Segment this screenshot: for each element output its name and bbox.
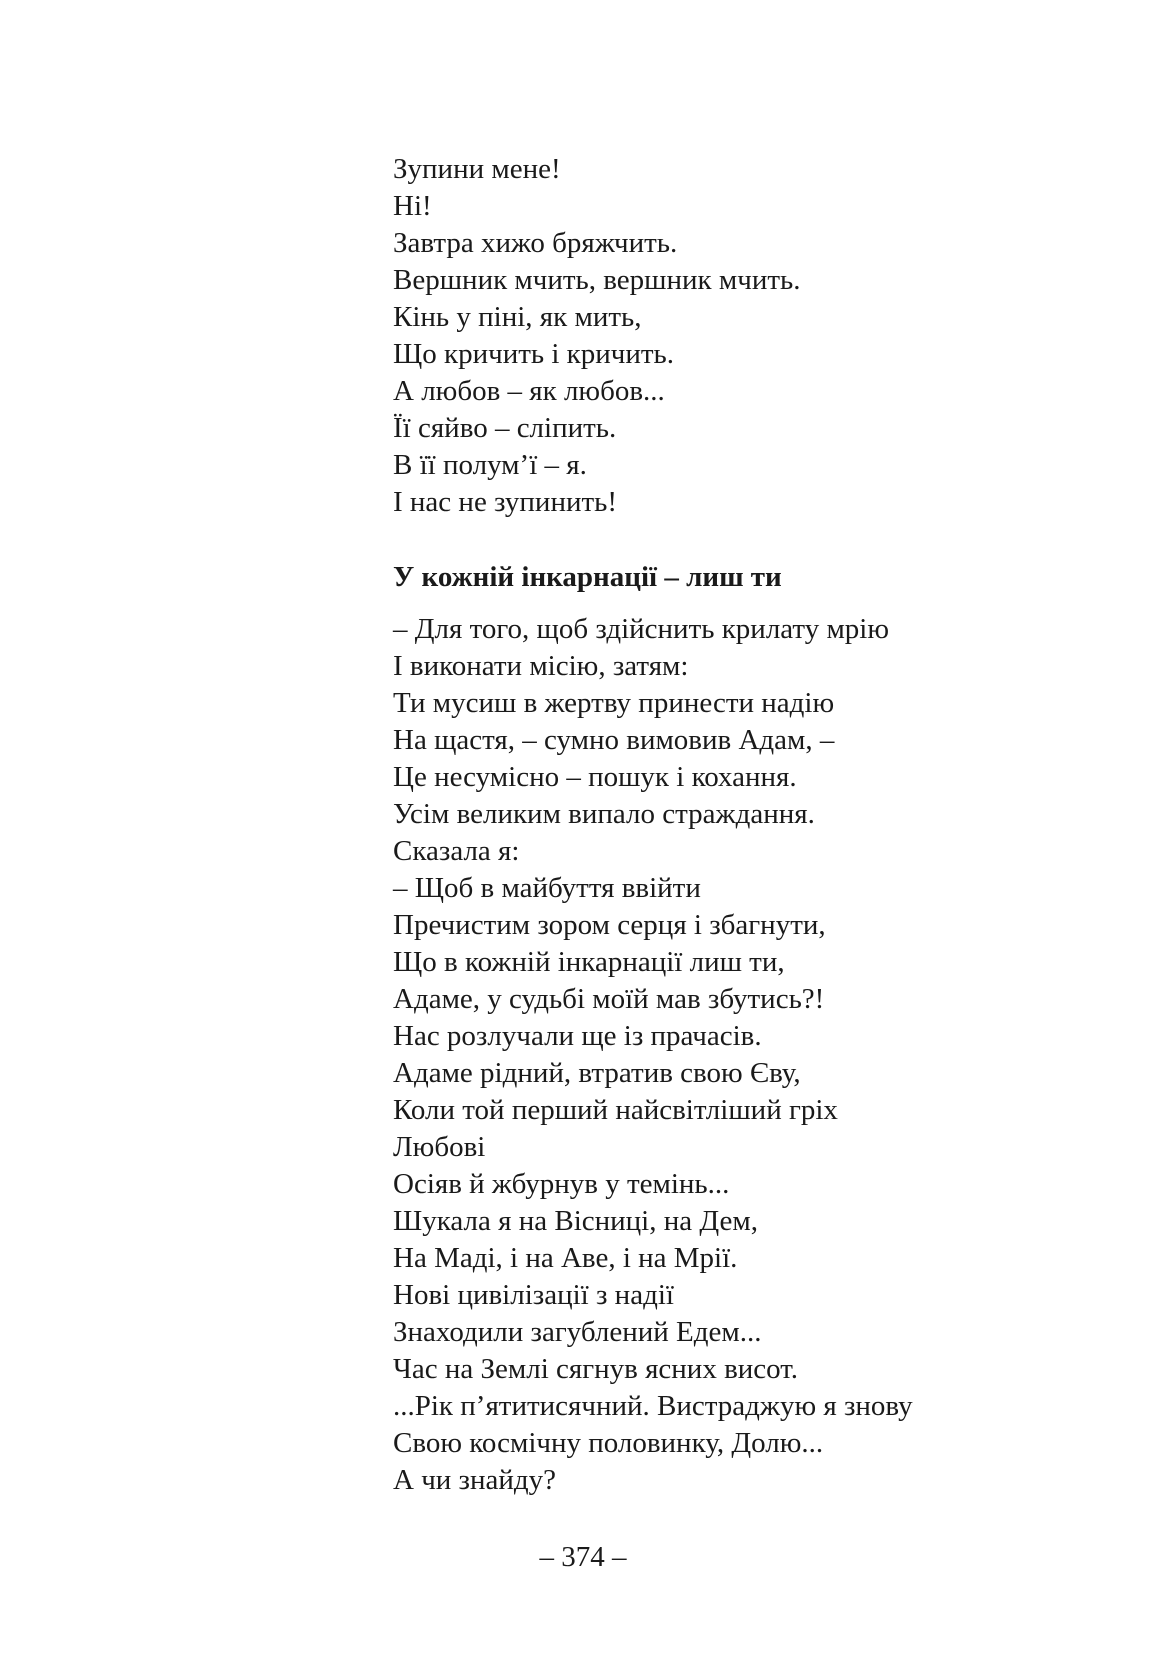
verse-line: На щастя, – сумно вимовив Адам, – — [393, 724, 835, 756]
verse-line: Її сяйво – сліпить. — [393, 412, 617, 444]
poem-title: У кожній інкарнації – лиш ти — [393, 561, 782, 593]
verse-line: Свою космічну половинку, Долю... — [393, 1427, 824, 1459]
verse-line: Пречистим зором серця і збагнути, — [393, 909, 826, 941]
verse-line: В її полум’ї – я. — [393, 449, 587, 481]
verse-line: Ні! — [393, 190, 432, 222]
verse-line: – Щоб в майбуття ввійти — [393, 872, 701, 904]
verse-line: А любов – як любов... — [393, 375, 665, 407]
verse-line: ...Рік п’ятитисячний. Вистраджую я знову — [393, 1390, 913, 1422]
verse-line: Сказала я: — [393, 835, 520, 867]
stanza-one — [393, 151, 1113, 521]
verse-line: Коли той перший найсвітліший гріх — [393, 1094, 838, 1126]
verse-line: Адаме, у судьбі моїй мав збутись?! — [393, 983, 825, 1015]
verse-line: Нові цивілізації з надії — [393, 1279, 674, 1311]
verse-line: Шукала я на Вісниці, на Дем, — [393, 1205, 758, 1237]
verse-line: Нас розлучали ще із прачасів. — [393, 1020, 762, 1052]
verse-line: Це несумісно – пошук і кохання. — [393, 761, 797, 793]
verse-line: Адаме рідний, втратив свою Єву, — [393, 1057, 801, 1089]
verse-line: Вершник мчить, вершник мчить. — [393, 264, 801, 296]
verse-line: Любові — [393, 1131, 486, 1163]
verse-line: І нас не зупинить! — [393, 486, 618, 518]
verse-line: Що в кожній інкарнації лиш ти, — [393, 946, 785, 978]
poem-body — [393, 611, 1113, 1499]
verse-line: А чи знайду? — [393, 1464, 557, 1496]
verse-line: Ти мусиш в жертву принести надію — [393, 687, 835, 719]
verse-line: – Для того, щоб здійснить крилату мрію — [393, 613, 890, 645]
verse-line: І виконати місію, затям: — [393, 650, 689, 682]
verse-line: Зупини мене! — [393, 153, 561, 185]
verse-line: На Маді, і на Аве, і на Мрії. — [393, 1242, 738, 1274]
page-number: – 374 – — [539, 1541, 627, 1573]
verse-line: Знаходили загублений Едем... — [393, 1316, 762, 1348]
verse-line: Що кричить і кричить. — [393, 338, 675, 370]
verse-line: Завтра хижо бряжчить. — [393, 227, 678, 259]
verse-line: Кінь у піні, як мить, — [393, 301, 642, 333]
verse-line: Усім великим випало страждання. — [393, 798, 815, 830]
verse-line: Осіяв й жбурнув у темінь... — [393, 1168, 730, 1200]
verse-line: Час на Землі сягнув ясних висот. — [393, 1353, 799, 1385]
